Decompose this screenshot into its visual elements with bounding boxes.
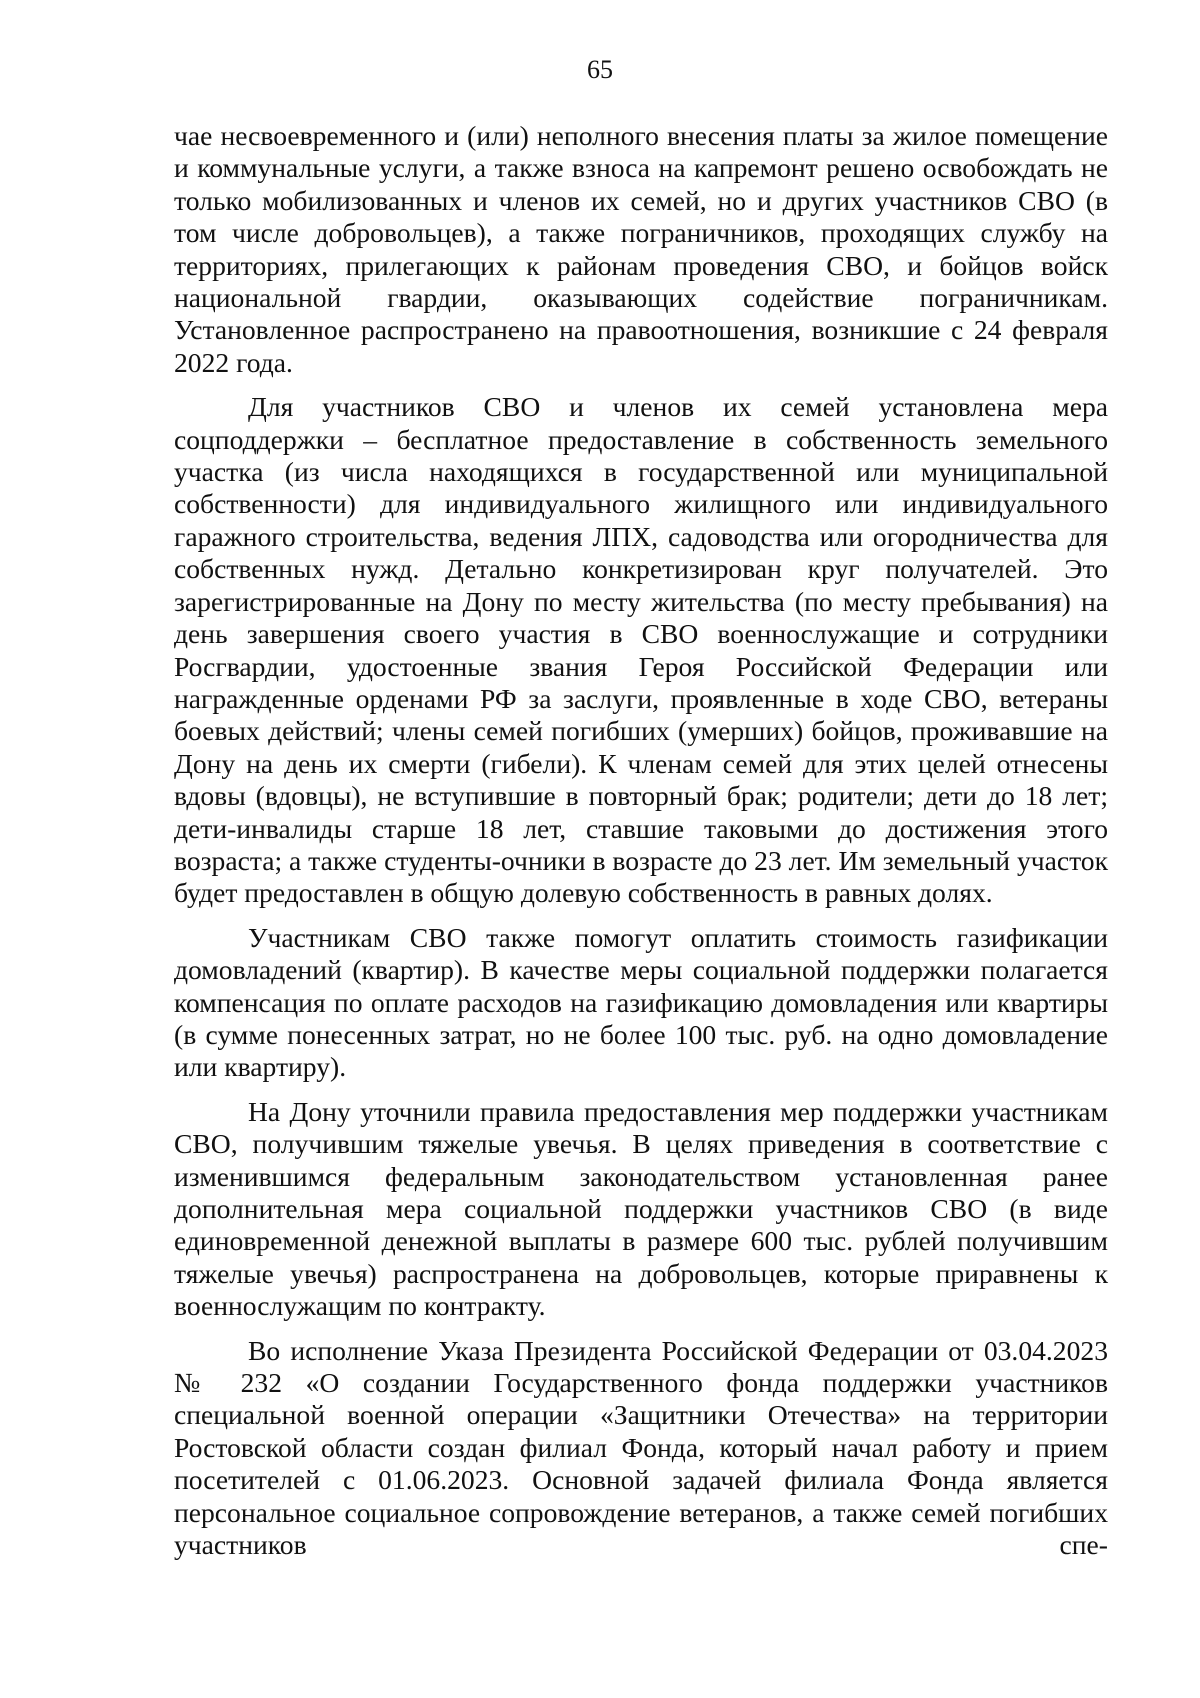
body-text	[174, 120, 1108, 1573]
paragraph-fund-branch: Во исполнение Указа Президента Российской Федерации от 03.04.2023 № 232 «О создании Государственного фонда поддержки участников специальной военной операции «Защитники Отечества» на территории Ростовской области создан филиал Фонда, который начал работу и прием посетителей с 01.06.2023. Основной задачей филиала Фонда является персональное социальное сопровождение ветеранов, а также семей погибших участников спе-	[174, 1334, 1108, 1561]
paragraph-injury-payments: На Дону уточнили правила предоставления мер поддержки участникам СВО, получившим тяжелые увечья. В целях приведения в соответствие с изменившимся федеральным законодательством установленная ранее дополнительная мера социальной поддержки участников СВО (в виде единовременной денежной выплаты в размере 600 тыс. рублей получившим тяжелые увечья) распространена на добровольцев, которые приравнены к военнослужащим по контракту.	[174, 1095, 1108, 1322]
paragraph-utility-payments: чае несвоевременного и (или) неполного внесения платы за жилое помещение и коммунальные услуги, а также взноса на капремонт решено освобождать не только мобилизованных и членов их семей, но и других участников СВО (в том числе добровольцев), а также пограничников, проходящих службу на территориях, прилегающих к районам проведения СВО, и бойцов войск национальной гвардии, оказывающих содействие пограничникам. Установленное распространено на правоотношения, возникшие с 24 февраля 2022 года.	[174, 120, 1108, 378]
paragraph-land-plot: Для участников СВО и членов их семей установлена мера соцподдержки – бесплатное предоставление в собственность земельного участка (из числа находящихся в государственной или муниципальной собственности) для индивидуального жилищного или индивидуального гаражного строительства, ведения ЛПХ, садоводства или огородничества для собственных нужд. Детально конкретизирован круг получателей. Это зарегистрированные на Дону по месту жительства (по месту пребывания) на день завершения своего участия в СВО военнослужащие и сотрудники Росгвардии, удостоенные звания Героя Российской Федерации или награжденные орденами РФ за заслуги, проявленные в ходе СВО, ветераны боевых действий; члены семей погибших (умерших) бойцов, проживавшие на Дону на день их смерти (гибели). К членам семей для этих целей отнесены вдовы (вдовцы), не вступившие в повторный брак; родители; дети до 18 лет; дети-инвалиды старше 18 лет, ставшие таковыми до достижения этого возраста; а также студенты-очники в возрасте до 23 лет. Им земельный участок будет предоставлен в общую долевую собственность в равных долях.	[174, 391, 1109, 909]
paragraph-gasification: Участникам СВО также помогут оплатить стоимость газификации домовладений (квартир). В качестве меры социальной поддержки полагается компенсация по оплате расходов на газификацию домовладения или квартиры (в сумме понесенных затрат, но не более 100 тыс. руб. на одно домовладение или квартиру).	[174, 921, 1108, 1083]
page-number: 65	[587, 55, 613, 84]
